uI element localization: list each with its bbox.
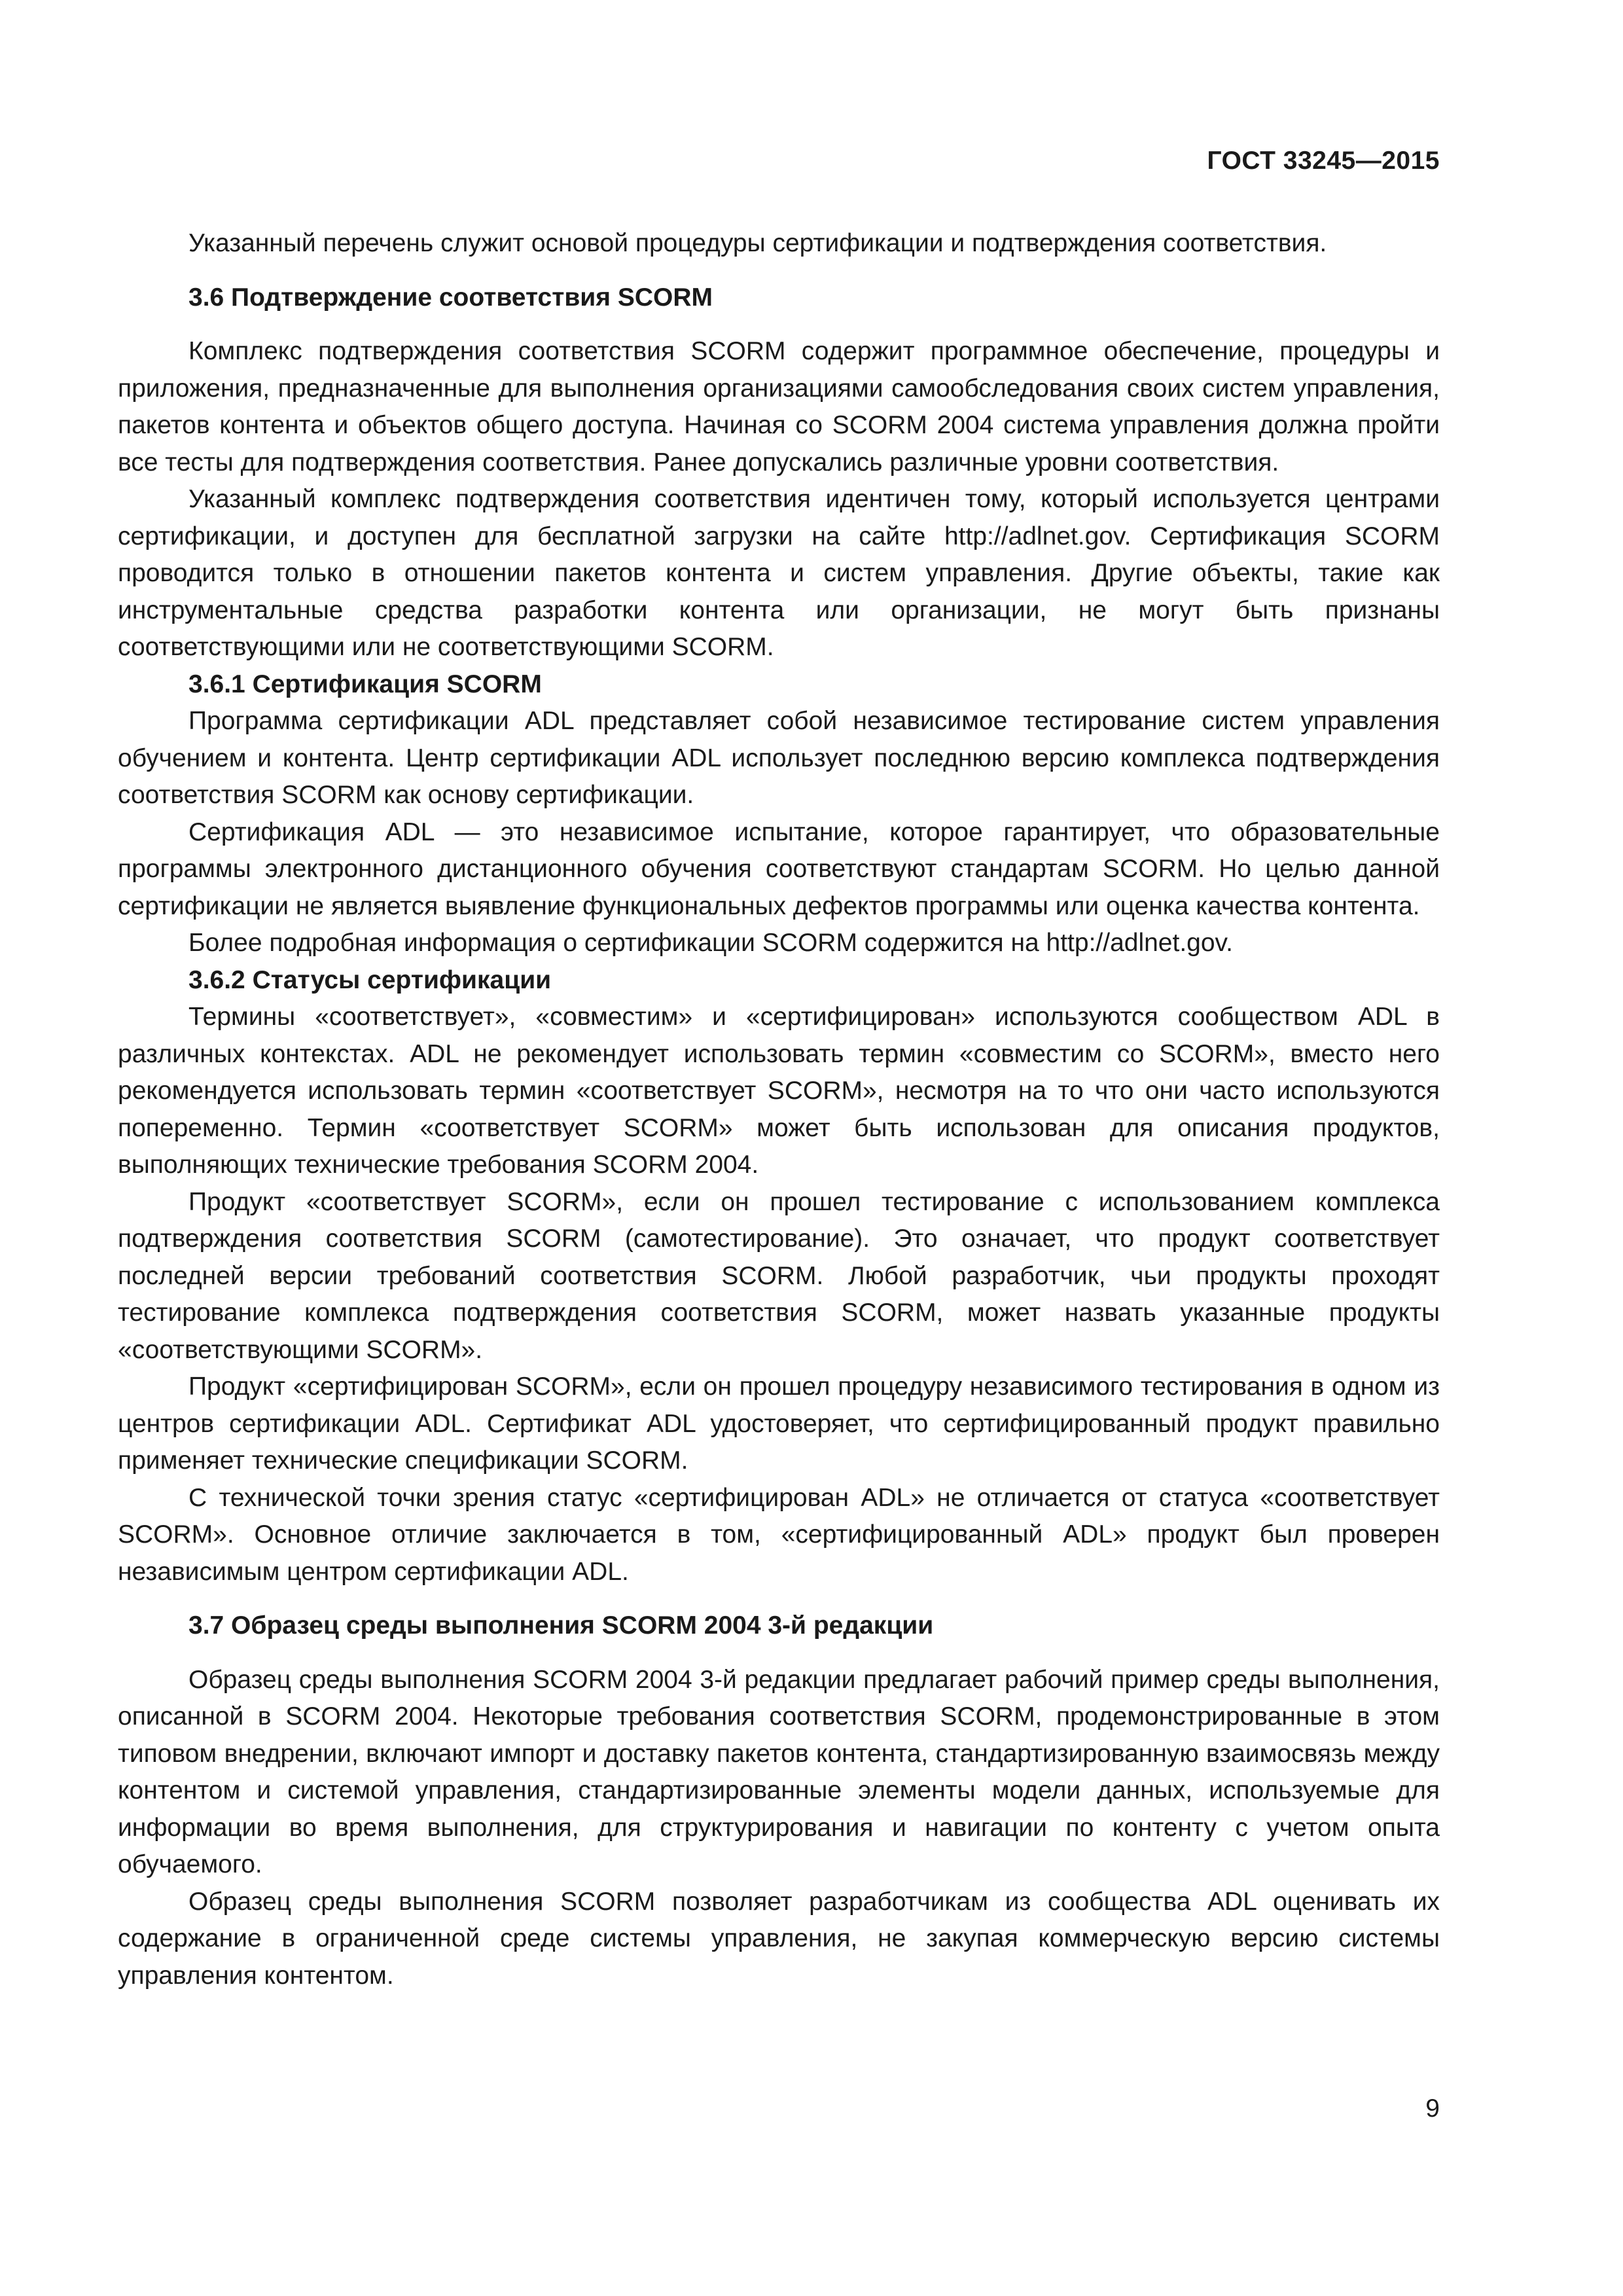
document-body [118, 225, 1440, 1994]
document-page [118, 0, 1440, 2296]
section-3-7-paragraph: Образец среды выполнения SCORM позволяет разработчикам из сообщества ADL оценивать их содержание в ограниченной среде системы управления, не закупая коммерческую версию системы управления контентом. [118, 1887, 1440, 1990]
section-3-6-paragraph: Указанный комплекс подтверждения соответствия идентичен тому, который используется центрами сертификации, и доступен для бесплатной загрузки на сайте http://adlnet.gov. Сертификация SCORM проводится только в отношении пакетов контента и систем управления. Другие объекты, такие как инструментальные средства разработки контента или организации, не могут быть признаны соответствующими или не соответствующими SCORM. [118, 485, 1440, 661]
section-3-6-1-paragraph: Программа сертификации ADL представляет собой независимое тестирование систем управления обучением и контента. Центр сертификации ADL использует последнюю версию комплекса подтверждения соответствия SCORM как основу сертификации. [118, 707, 1440, 809]
section-3-6-2-paragraph: С технической точки зрения статус «сертифицирован ADL» не отличается от статуса «соответствует SCORM». Основное отличие заключается в том, «сертифицированный ADL» продукт был проверен независимым центром сертификации ADL. [118, 1483, 1440, 1586]
section-3-6-2-heading: 3.6.2 Статусы сертификации [188, 965, 552, 994]
section-3-6-1-paragraph: Более подробная информация о сертификации SCORM содержится на http://adlnet.gov. [188, 929, 1233, 957]
intro-paragraph: Указанный перечень служит основой процедуры сертификации и подтверждения соответствия. [188, 229, 1327, 257]
section-3-6-1-paragraph: Сертификация ADL — это независимое испытание, которое гарантирует, что образовательные программы электронного дистанционного обучения соответствуют стандартам SCORM. Но целью данной сертификации не является выявление функциональных дефектов программы или оценка качества контента. [118, 817, 1440, 920]
section-3-7-heading: 3.7 Образец среды выполнения SCORM 2004 3-й редакции [188, 1611, 934, 1640]
section-3-7-paragraph: Образец среды выполнения SCORM 2004 3-й редакции предлагает рабочий пример среды выполнения, описанной в SCORM 2004. Некоторые требования соответствия SCORM, продемонстрированные в этом типовом внедрении, включают импорт и доставку пакетов контента, стандартизированную взаимосвязь между контентом и системой управления, стандартизированные элементы модели данных, используемые для информации во время выполнения, для структурирования и навигации по контенту с учетом опыта обучаемого. [118, 1665, 1440, 1878]
document-header-id: ГОСТ 33245—2015 [1207, 147, 1440, 175]
section-3-6-paragraph: Комплекс подтверждения соответствия SCORM содержит программное обеспечение, процедуры и приложения, предназначенные для выполнения организациями самообследования своих систем управления, пакетов контента и объектов общего доступа. Начиная со SCORM 2004 система управления должна пройти все тесты для подтверждения соответствия. Ранее допускались различные уровни соответствия. [118, 337, 1440, 476]
page-number: 9 [1425, 2094, 1440, 2123]
section-3-6-2-paragraph: Продукт «сертифицирован SCORM», если он прошел процедуру независимого тестирования в одном из центров сертификации ADL. Сертификат ADL удостоверяет, что сертифицированный продукт правильно применяет технические спецификации SCORM. [118, 1372, 1440, 1475]
section-3-6-2-paragraph: Термины «соответствует», «совместим» и «сертифицирован» используются сообществом ADL в различных контекстах. ADL не рекомендует использовать термин «совместим со SCORM», вместо него рекомендуется использовать термин «соответствует SCORM», несмотря на то что они часто используются попеременно. Термин «соответствует SCORM» может быть использован для описания продуктов, выполняющих технические требования SCORM 2004. [118, 1003, 1440, 1179]
section-3-6-2-paragraph: Продукт «соответствует SCORM», если он прошел тестирование с использованием комплекса подтверждения соответствия SCORM (самотестирование). Это означает, что продукт соответствует последней версии требований соответствия SCORM. Любой разработчик, чьи продукты проходят тестирование комплекса подтверждения соответствия SCORM, может назвать указанные продукты «соответствующими SCORM». [118, 1187, 1440, 1364]
section-3-6-1-heading: 3.6.1 Сертификация SCORM [188, 670, 542, 698]
section-3-6-heading: 3.6 Подтверждение соответствия SCORM [188, 283, 713, 312]
